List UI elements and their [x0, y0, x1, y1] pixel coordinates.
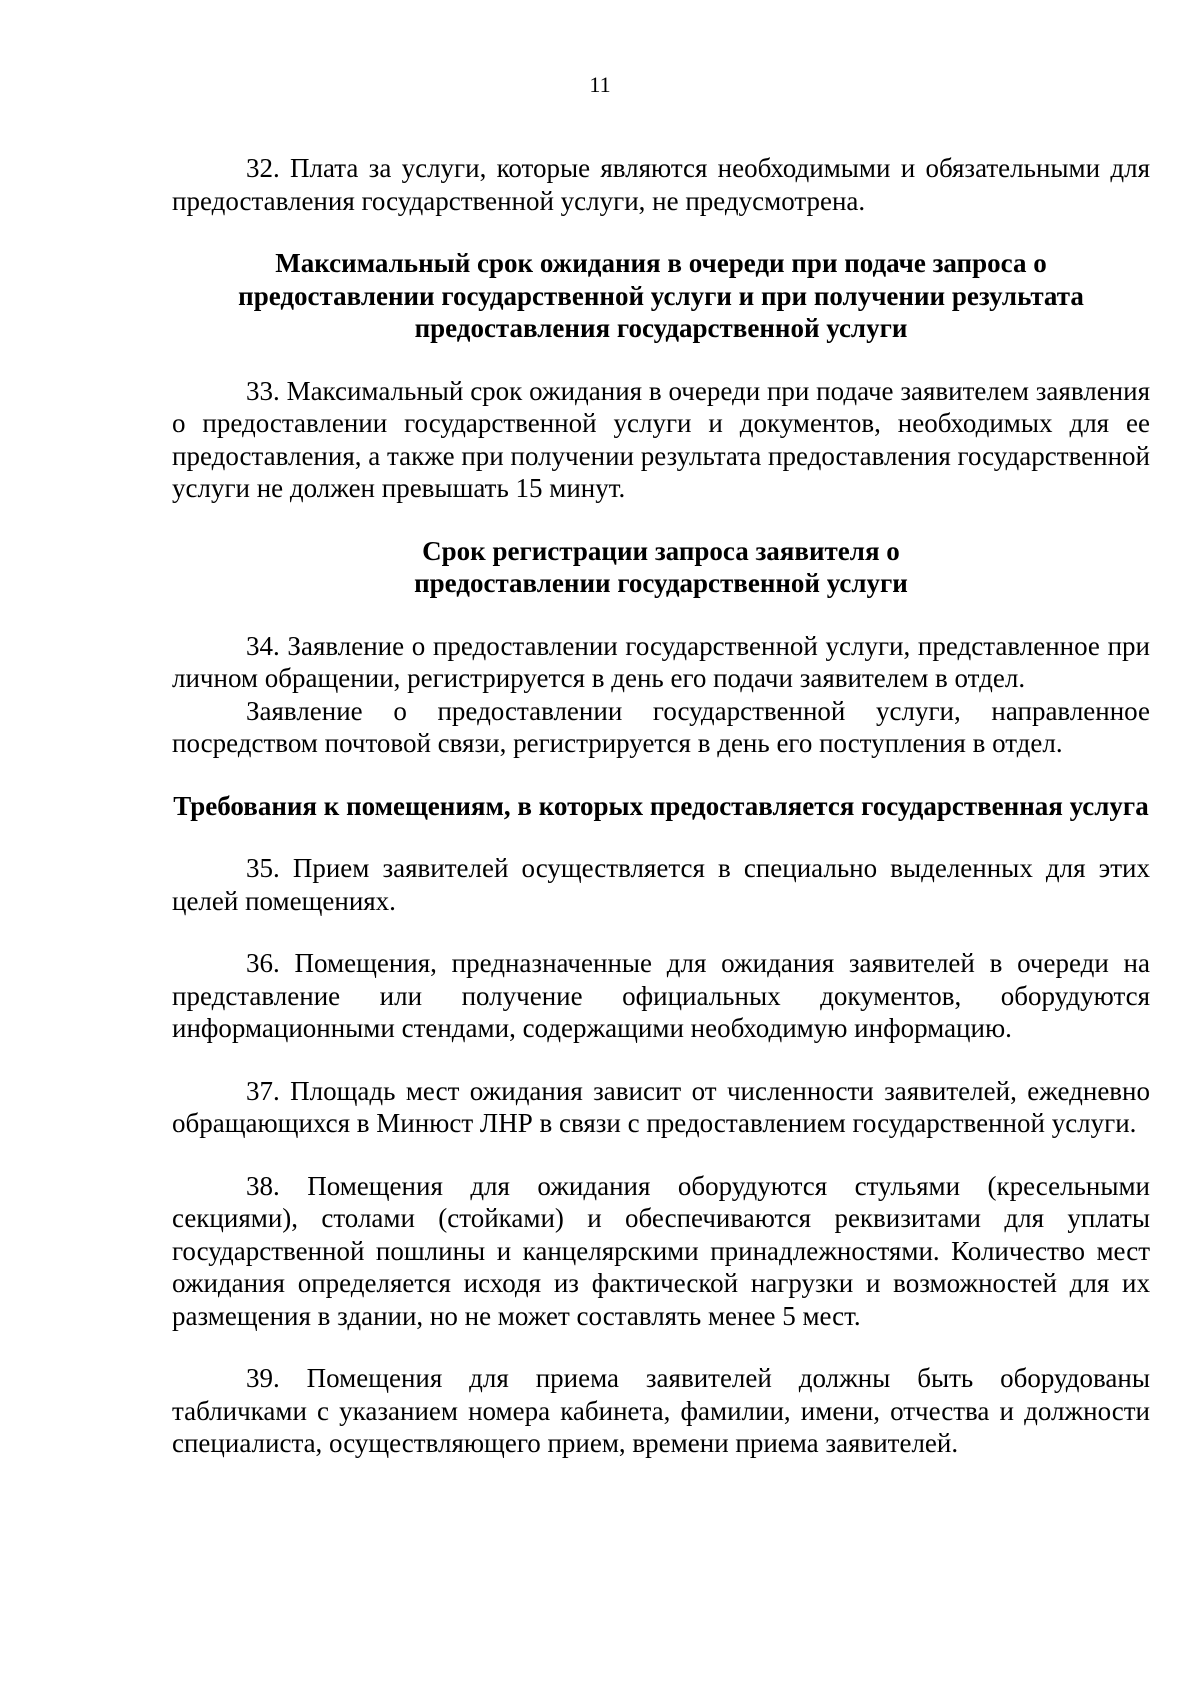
paragraph-35: 35. Прием заявителей осуществляется в специально выделенных для этих целей помещениях.	[172, 853, 1150, 916]
heading-max-wait-time: Максимальный срок ожидания в очереди при подаче запроса о предоставлении государственной услуги и при получении результата предоставления государственной услуги	[238, 248, 1084, 343]
heading-registration-term: Срок регистрации запроса заявителя о предоставлении государственной услуги	[414, 535, 908, 598]
paragraph-34: 34. Заявление о предоставлении государственной услуги, представленное при личном обращении, регистрируется в день его подачи заявителем в отдел.	[172, 630, 1150, 693]
heading-premises-requirements: Требования к помещениям, в которых предоставляется государственная услуга	[173, 790, 1149, 821]
paragraph-38: 38. Помещения для ожидания оборудуются стульями (кресельными секциями), столами (стойками) и обеспечиваются реквизитами для уплаты государственной пошлины и канцелярскими принадлежностями. Количество мест ожидания определяется исходя из фактической нагрузки и возможностей для их размещения в здании, но не может составлять менее 5 мест.	[172, 1170, 1150, 1331]
document-body	[172, 152, 1150, 1460]
paragraph-37: 37. Площадь мест ожидания зависит от численности заявителей, ежедневно обращающихся в Минюст ЛНР в связи с предоставлением государственной услуги.	[172, 1075, 1150, 1138]
paragraph-39: 39. Помещения для приема заявителей должны быть оборудованы табличками с указанием номера кабинета, фамилии, имени, отчества и должности специалиста, осуществляющего прием, времени приема заявителей.	[172, 1363, 1150, 1458]
paragraph-33: 33. Максимальный срок ожидания в очереди при подаче заявителем заявления о предоставлении государственной услуги и документов, необходимых для ее предоставления, а также при получении результата предоставления государственной услуги не должен превышать 15 минут.	[172, 375, 1150, 503]
paragraph-36: 36. Помещения, предназначенные для ожидания заявителей в очереди на представление или получение официальных документов, оборудуются информационными стендами, содержащими необходимую информацию.	[172, 948, 1150, 1043]
paragraph-32: 32. Плата за услуги, которые являются необходимыми и обязательными для предоставления государственной услуги, не предусмотрена.	[172, 153, 1150, 216]
paragraph-34-continued: Заявление о предоставлении государственной услуги, направленное посредством почтовой связи, регистрируется в день его поступления в отдел.	[172, 695, 1150, 758]
page-number: 11	[589, 72, 611, 97]
